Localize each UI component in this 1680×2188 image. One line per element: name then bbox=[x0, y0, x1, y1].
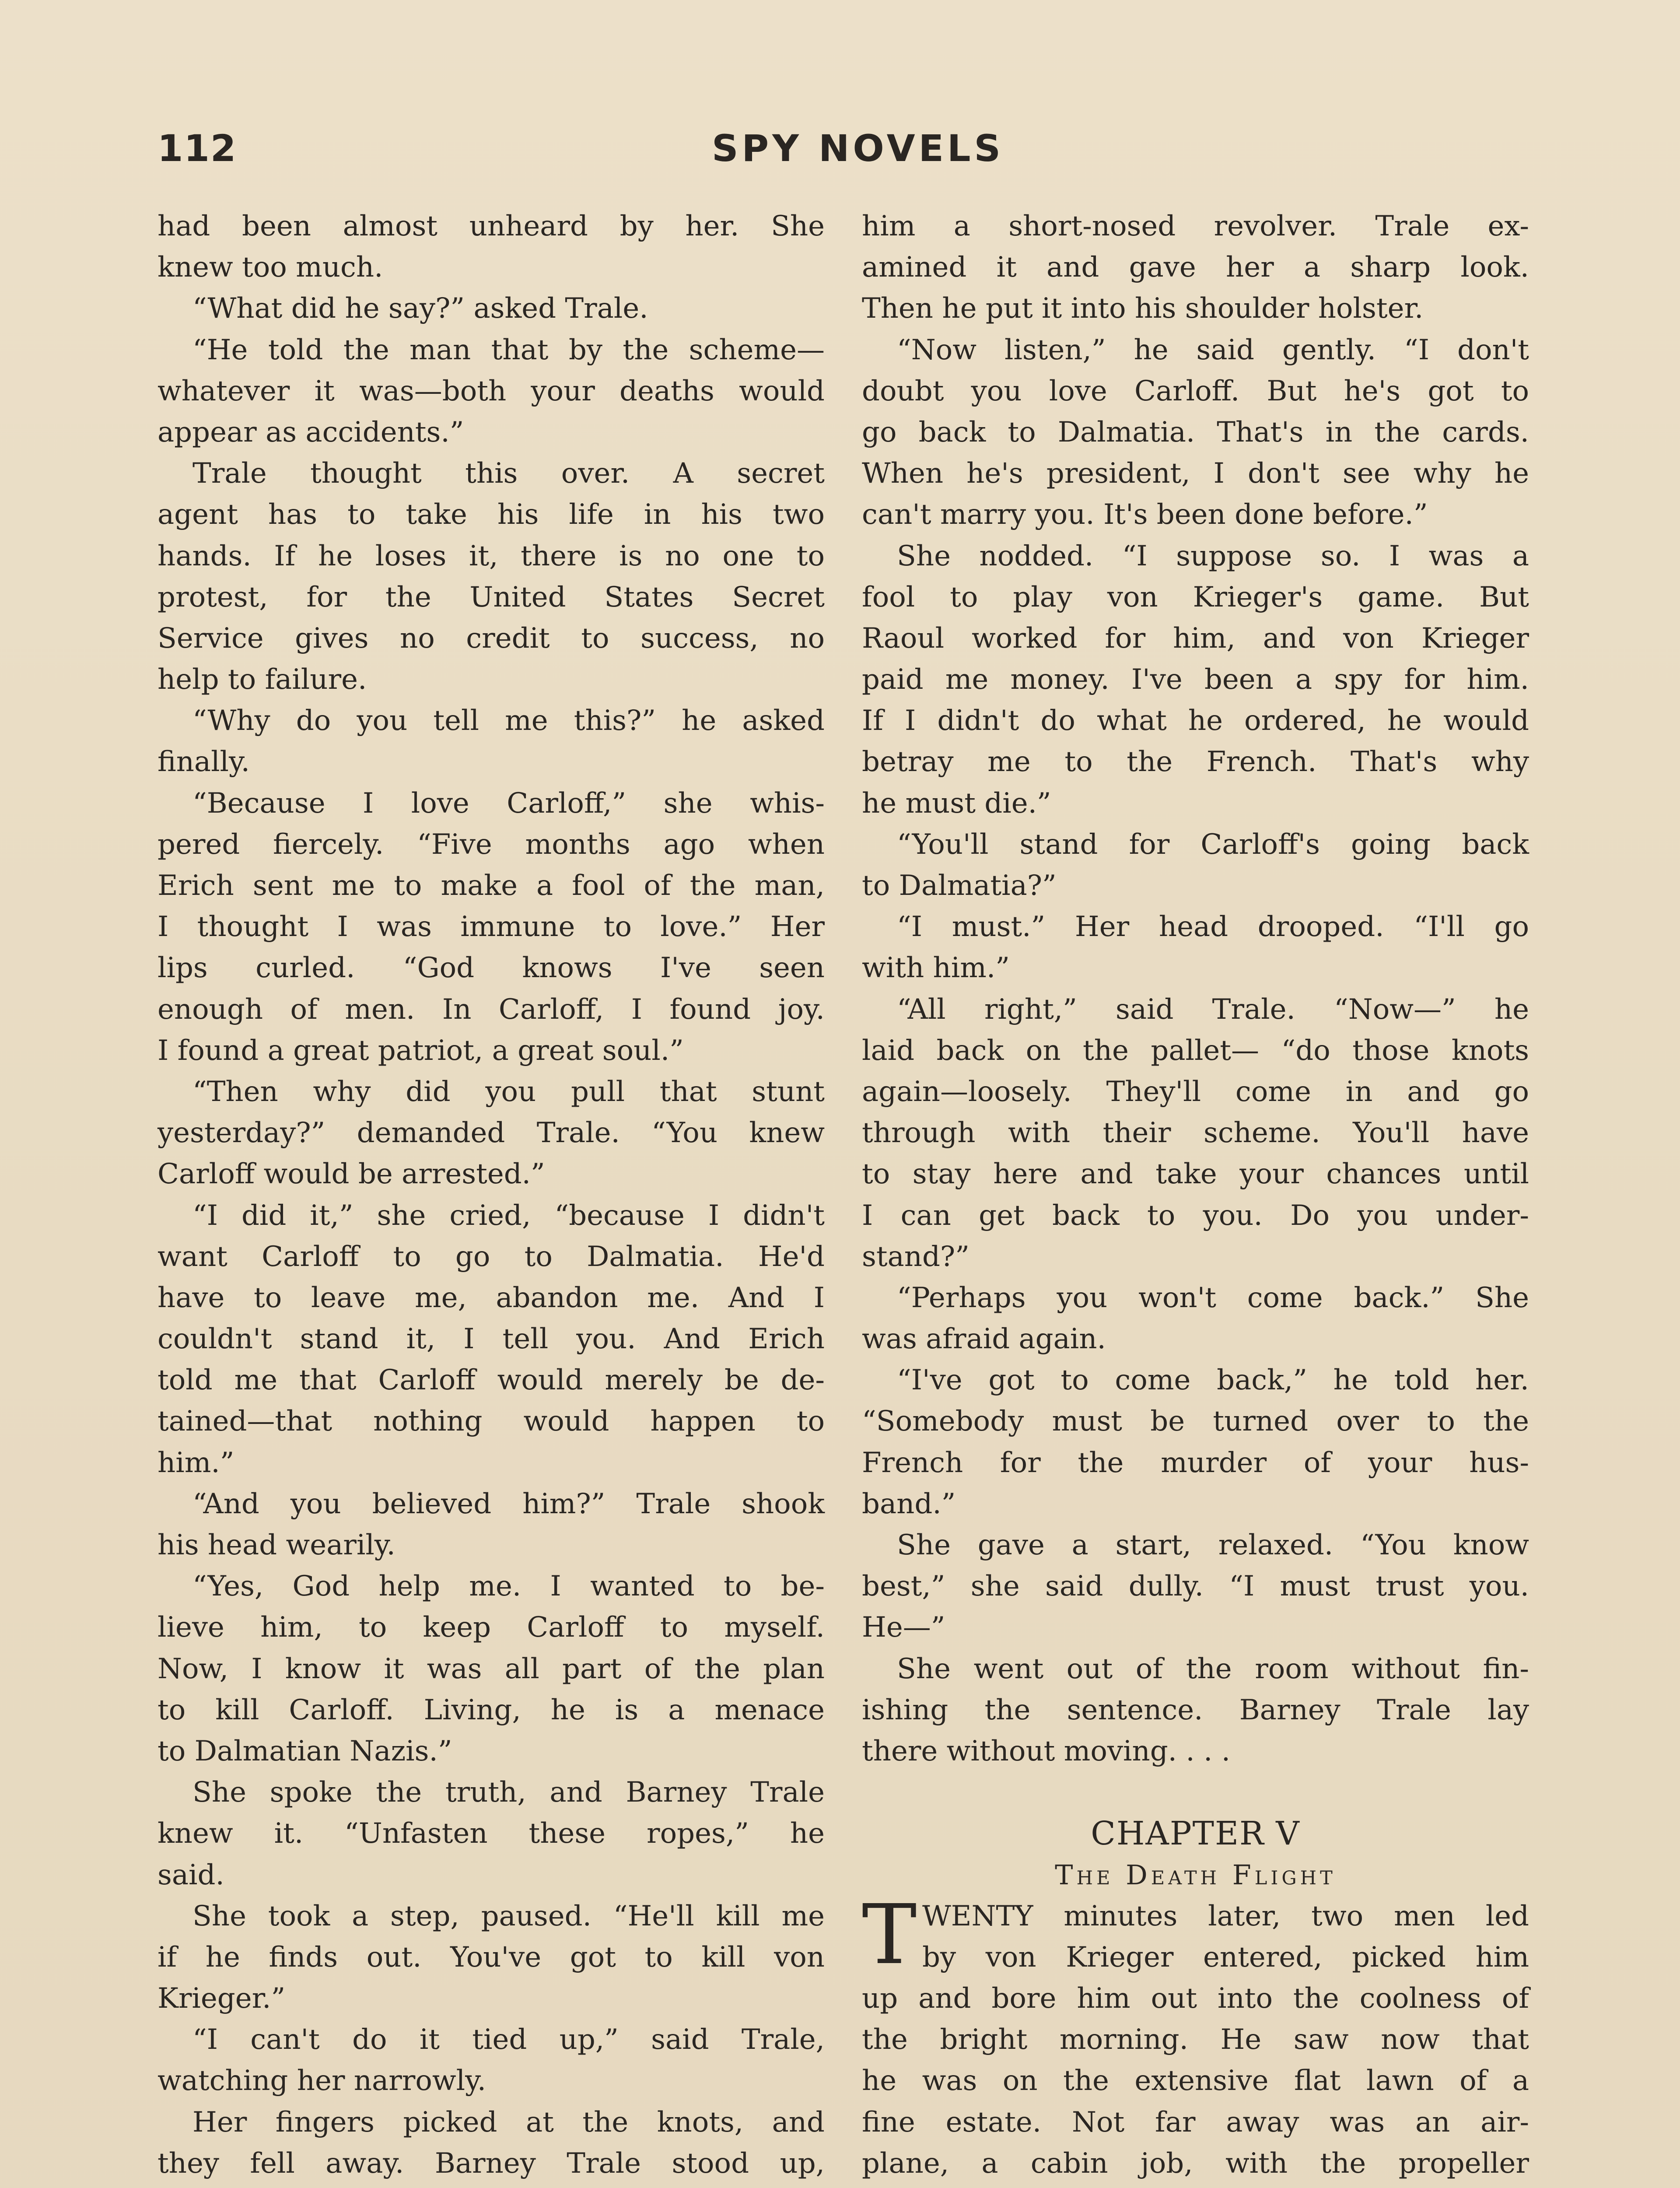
text-line: She took a step, paused. “He'll kill me bbox=[192, 1900, 825, 1932]
text-line: yesterday?” demanded Trale. “You knew bbox=[158, 1117, 825, 1150]
text-line: if he finds out. You've got to kill von bbox=[158, 1941, 825, 1974]
text-line: “He told the man that by the scheme— bbox=[192, 333, 825, 366]
text-line: She went out of the room without fin- bbox=[897, 1652, 1529, 1685]
chapter-opening-text bbox=[862, 1886, 1529, 2188]
text-line: ishing the sentence. Barney Trale lay bbox=[862, 1694, 1529, 1726]
text-line: whatever it was—both your deaths would bbox=[158, 375, 825, 407]
text-line: He—” bbox=[862, 1611, 945, 1644]
text-line: “I did it,” she cried, “because I didn't bbox=[192, 1199, 825, 1232]
text-line: “I must.” Her head drooped. “I'll go bbox=[897, 911, 1529, 943]
text-line: She spoke the truth, and Barney Trale bbox=[192, 1776, 825, 1809]
text-line: by von Krieger entered, picked him bbox=[922, 1941, 1529, 1974]
text-line: up and bore him out into the coolness of bbox=[862, 1982, 1529, 2015]
text-line: Erich sent me to make a fool of the man, bbox=[158, 870, 825, 902]
text-line: agent has to take his life in his two bbox=[158, 498, 825, 531]
text-line: watching her narrowly. bbox=[158, 2065, 486, 2097]
text-line: I thought I was immune to love.” Her bbox=[158, 911, 825, 943]
text-line: finally. bbox=[158, 746, 250, 778]
text-line: to kill Carloff. Living, he is a menace bbox=[158, 1694, 825, 1726]
text-line: “I can't do it tied up,” said Trale, bbox=[192, 2023, 825, 2056]
text-line: his head wearily. bbox=[158, 1529, 396, 1561]
text-line: he was on the extensive flat lawn of a bbox=[862, 2065, 1529, 2097]
page-header bbox=[158, 127, 1527, 175]
text-line: fool to play von Krieger's game. But bbox=[862, 581, 1529, 614]
chapter-number: CHAPTER V bbox=[1091, 1815, 1300, 1853]
text-line: the bright morning. He saw now that bbox=[862, 2023, 1529, 2056]
text-line: laid back on the pallet— “do those knots bbox=[862, 1034, 1529, 1067]
text-line: “You'll stand for Carloff's going back bbox=[897, 828, 1529, 861]
text-line: he must die.” bbox=[862, 787, 1051, 820]
text-line: Service gives no credit to success, no bbox=[158, 622, 825, 655]
text-line: Carloff would be arrested.” bbox=[158, 1158, 545, 1191]
text-line: tained—that nothing would happen to bbox=[158, 1405, 825, 1438]
text-line: hands. If he loses it, there is no one to bbox=[158, 540, 825, 572]
text-line: him a short-nosed revolver. Trale ex- bbox=[862, 210, 1529, 242]
text-line: stand?” bbox=[862, 1240, 970, 1273]
text-line: again—loosely. They'll come in and go bbox=[862, 1075, 1529, 1108]
text-line: “Perhaps you won't come back.” She bbox=[897, 1281, 1529, 1314]
text-line: “I've got to come back,” he told her. bbox=[897, 1364, 1529, 1397]
text-line: enough of men. In Carloff, I found joy. bbox=[158, 993, 825, 1026]
text-line: plane, a cabin job, with the propeller bbox=[862, 2147, 1529, 2180]
text-line: pered fiercely. “Five months ago when bbox=[158, 828, 825, 861]
text-line: to Dalmatian Nazis.” bbox=[158, 1735, 452, 1767]
text-line: want Carloff to go to Dalmatia. He'd bbox=[158, 1240, 825, 1273]
text-line: was afraid again. bbox=[862, 1323, 1106, 1356]
text-line: Now, I know it was all part of the plan bbox=[158, 1652, 825, 1685]
text-line: go back to Dalmatia. That's in the cards. bbox=[862, 416, 1529, 449]
text-line: him.” bbox=[158, 1446, 234, 1479]
text-line: “All right,” said Trale. “Now—” he bbox=[897, 993, 1529, 1026]
running-title: SPY NOVELS bbox=[712, 127, 1004, 170]
text-line: Krieger.” bbox=[158, 1982, 286, 2015]
text-line: “Somebody must be turned over to the bbox=[862, 1405, 1529, 1438]
text-line: knew it. “Unfasten these ropes,” he bbox=[158, 1817, 825, 1850]
right-column bbox=[862, 206, 1529, 2188]
text-line: I found a great patriot, a great soul.” bbox=[158, 1034, 684, 1067]
text-line: French for the murder of your hus- bbox=[862, 1446, 1529, 1479]
text-line: Then he put it into his shoulder holster. bbox=[862, 292, 1424, 325]
text-line: I can get back to you. Do you under- bbox=[862, 1199, 1529, 1232]
text-line: “Yes, God help me. I wanted to be- bbox=[192, 1570, 825, 1603]
text-line: WENTY minutes later, two men led bbox=[922, 1900, 1529, 1932]
text-line: She gave a start, relaxed. “You know bbox=[897, 1529, 1529, 1561]
text-line: knew too much. bbox=[158, 251, 383, 284]
right-column-text bbox=[862, 206, 1529, 1772]
text-line: “Then why did you pull that stunt bbox=[192, 1075, 825, 1108]
text-line: lips curled. “God knows I've seen bbox=[158, 952, 825, 985]
text-line: betray me to the French. That's why bbox=[862, 746, 1529, 778]
text-line: had been almost unheard by her. She bbox=[158, 210, 825, 242]
page-number: 112 bbox=[158, 127, 237, 170]
text-line: band.” bbox=[862, 1487, 956, 1520]
text-line: Trale thought this over. A secret bbox=[192, 457, 825, 490]
text-line: have to leave me, abandon me. And I bbox=[158, 1281, 825, 1314]
text-line: “Now listen,” he said gently. “I don't bbox=[897, 333, 1529, 366]
text-line: can't marry you. It's been done before.” bbox=[862, 498, 1428, 531]
text-line bbox=[158, 2184, 825, 2188]
text-line bbox=[862, 2184, 1529, 2188]
left-column bbox=[158, 206, 825, 2188]
text-line: with him.” bbox=[862, 952, 1010, 985]
text-line: “What did he say?” asked Trale. bbox=[192, 292, 648, 325]
text-line: there without moving. . . . bbox=[862, 1735, 1231, 1767]
text-line: Raoul worked for him, and von Krieger bbox=[862, 622, 1529, 655]
text-line: She nodded. “I suppose so. I was a bbox=[897, 540, 1529, 572]
text-line: lieve him, to keep Carloff to myself. bbox=[158, 1611, 825, 1644]
text-line: told me that Carloff would merely be de- bbox=[158, 1364, 825, 1397]
chapter-title: The Death Flight bbox=[1055, 1858, 1336, 1891]
text-line: to Dalmatia?” bbox=[862, 870, 1057, 902]
text-line: fine estate. Not far away was an air- bbox=[862, 2106, 1529, 2139]
text-line: If I didn't do what he ordered, he would bbox=[862, 705, 1529, 737]
text-line: protest, for the United States Secret bbox=[158, 581, 825, 614]
text-line: amined it and gave her a sharp look. bbox=[862, 251, 1529, 284]
text-line: help to failure. bbox=[158, 663, 367, 696]
text-line: best,” she said dully. “I must trust you. bbox=[862, 1570, 1529, 1603]
text-line: couldn't stand it, I tell you. And Erich bbox=[158, 1323, 825, 1356]
text-line: When he's president, I don't see why he bbox=[862, 457, 1529, 490]
text-line: they fell away. Barney Trale stood up, bbox=[158, 2147, 825, 2180]
text-line: said. bbox=[158, 1858, 224, 1891]
drop-cap: T bbox=[862, 1886, 917, 1983]
text-line: “Why do you tell me this?” he asked bbox=[192, 705, 825, 737]
text-line: “Because I love Carloff,” she whis- bbox=[192, 787, 825, 820]
text-line: appear as accidents.” bbox=[158, 416, 464, 449]
text-line: doubt you love Carloff. But he's got to bbox=[862, 375, 1529, 407]
text-line: paid me money. I've been a spy for him. bbox=[862, 663, 1529, 696]
text-line: to stay here and take your chances until bbox=[862, 1158, 1529, 1191]
text-line: “And you believed him?” Trale shook bbox=[192, 1487, 825, 1520]
text-line: Her fingers picked at the knots, and bbox=[192, 2106, 825, 2139]
text-line: through with their scheme. You'll have bbox=[862, 1117, 1529, 1150]
